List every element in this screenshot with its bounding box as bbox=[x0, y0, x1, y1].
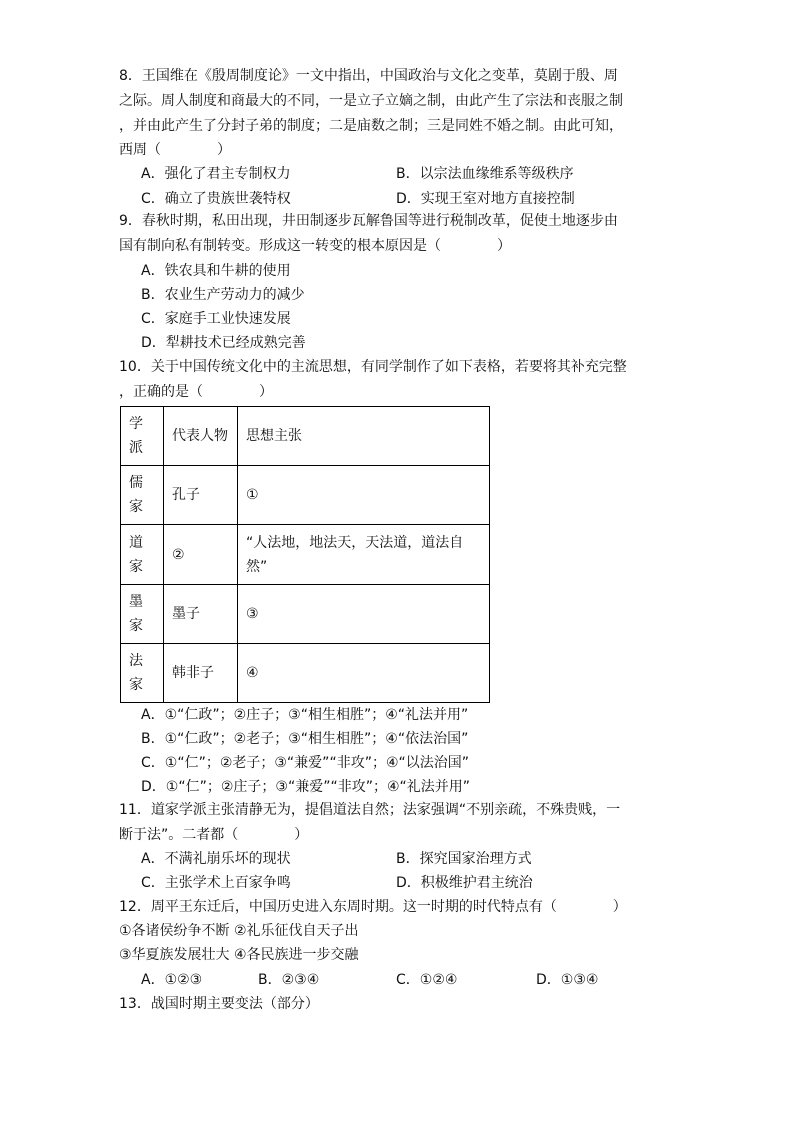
q10-option-c: C．①“仁”；②老子；③“兼爱”“非攻”；④“以法治国” bbox=[141, 755, 470, 771]
q8-option-a: A．强化了君主专制权力 bbox=[141, 166, 291, 182]
header-school: 学派 bbox=[121, 407, 164, 466]
q8-line-3: ，并由此产生了分封子弟的制度；二是庙数之制；三是同姓不婚之制。由此可知， bbox=[119, 118, 623, 134]
q8-option-d: D．实现王室对地方直接控制 bbox=[396, 191, 575, 207]
q12-line-1: 12．周平王东迁后，中国历史进入东周时期。这一时期的时代特点有（ ） bbox=[119, 899, 627, 915]
q12-line-3: ③华夏族发展壮大 ④各民族进一步交融 bbox=[119, 947, 359, 963]
q9-line-1: 9．春秋时期，私田出现，井田制逐步瓦解鲁国等进行税制改革，促使土地逐步由 bbox=[119, 213, 618, 229]
table-row bbox=[121, 644, 490, 703]
q12-option-c: C．①②④ bbox=[396, 972, 458, 988]
q10-option-d: D．①“仁”；②庄子；③“兼爱”“非攻”；④“礼法并用” bbox=[141, 779, 471, 795]
q8-option-b: B．以宗法血缘维系等级秩序 bbox=[396, 166, 574, 182]
q11-option-d: D．积极维护君主统治 bbox=[396, 875, 533, 891]
q9-option-b: B．农业生产劳动力的减少 bbox=[141, 287, 305, 303]
table-row bbox=[121, 525, 490, 585]
q10-line-2: ，正确的是（ ） bbox=[119, 384, 273, 400]
table-row bbox=[121, 466, 490, 525]
q13-line-1: 13．战国时期主要变法（部分） bbox=[119, 996, 319, 1012]
q9-line-2: 国有制向私有制转变。形成这一转变的根本原因是（ ） bbox=[119, 238, 511, 254]
q12-option-b: B．②③④ bbox=[258, 972, 320, 988]
q11-line-2: 断于法”。二者都（ ） bbox=[119, 827, 309, 843]
q10-line-1: 10．关于中国传统文化中的主流思想，有同学制作了如下表格，若要将其补充完整 bbox=[119, 359, 627, 375]
q11-option-c: C．主张学术上百家争鸣 bbox=[141, 875, 291, 891]
school-cell: 墨家 bbox=[121, 585, 164, 644]
q8-line-4: 西周（ ） bbox=[119, 142, 231, 158]
q8-option-c: C．确立了贵族世袭特权 bbox=[141, 191, 291, 207]
thought-cell: ① bbox=[238, 466, 490, 525]
q9-option-d: D．犁耕技术已经成熟完善 bbox=[141, 335, 306, 351]
school-cell: 道家 bbox=[121, 525, 164, 585]
q12-option-a: A．①②③ bbox=[141, 972, 203, 988]
school-cell: 儒家 bbox=[121, 466, 164, 525]
q12-option-d: D．①③④ bbox=[536, 972, 599, 988]
table-header-row bbox=[121, 407, 490, 466]
representative-cell: ② bbox=[164, 525, 238, 585]
q12-line-2: ①各诸侯纷争不断 ②礼乐征伐自天子出 bbox=[119, 923, 359, 939]
q8-line-2: 之际。周人制度和商最大的不同，一是立子立嫡之制，由此产生了宗法和丧服之制 bbox=[119, 93, 623, 109]
q10-option-a: A．①“仁政”；②庄子；③“相生相胜”；④“礼法并用” bbox=[141, 707, 469, 723]
thought-cell: ③ bbox=[238, 585, 490, 644]
q9-option-a: A．铁农具和牛耕的使用 bbox=[141, 263, 291, 279]
school-cell: 法家 bbox=[121, 644, 164, 703]
q11-line-1: 11．道家学派主张清静无为，提倡道法自然；法家强调“不别亲疏，不殊贵贱，一 bbox=[119, 802, 621, 818]
thought-cell: ④ bbox=[238, 644, 490, 703]
school-table bbox=[120, 406, 490, 703]
representative-cell: 韩非子 bbox=[164, 644, 238, 703]
q11-option-b: B．探究国家治理方式 bbox=[396, 851, 532, 867]
representative-cell: 孔子 bbox=[164, 466, 238, 525]
representative-cell: 墨子 bbox=[164, 585, 238, 644]
header-representative: 代表人物 bbox=[164, 407, 238, 466]
q9-option-c: C．家庭手工业快速发展 bbox=[141, 311, 291, 327]
header-thought: 思想主张 bbox=[238, 407, 490, 466]
table-row bbox=[121, 585, 490, 644]
q11-option-a: A．不满礼崩乐坏的现状 bbox=[141, 851, 291, 867]
q10-option-b: B．①“仁政”；②老子；③“相生相胜”；④“依法治国” bbox=[141, 731, 469, 747]
q8-line-1: 8．王国维在《殷周制度论》一文中指出，中国政治与文化之变革，莫剧于殷、周 bbox=[119, 68, 618, 84]
thought-cell: “人法地，地法天，天法道，道法自然” bbox=[238, 525, 490, 585]
